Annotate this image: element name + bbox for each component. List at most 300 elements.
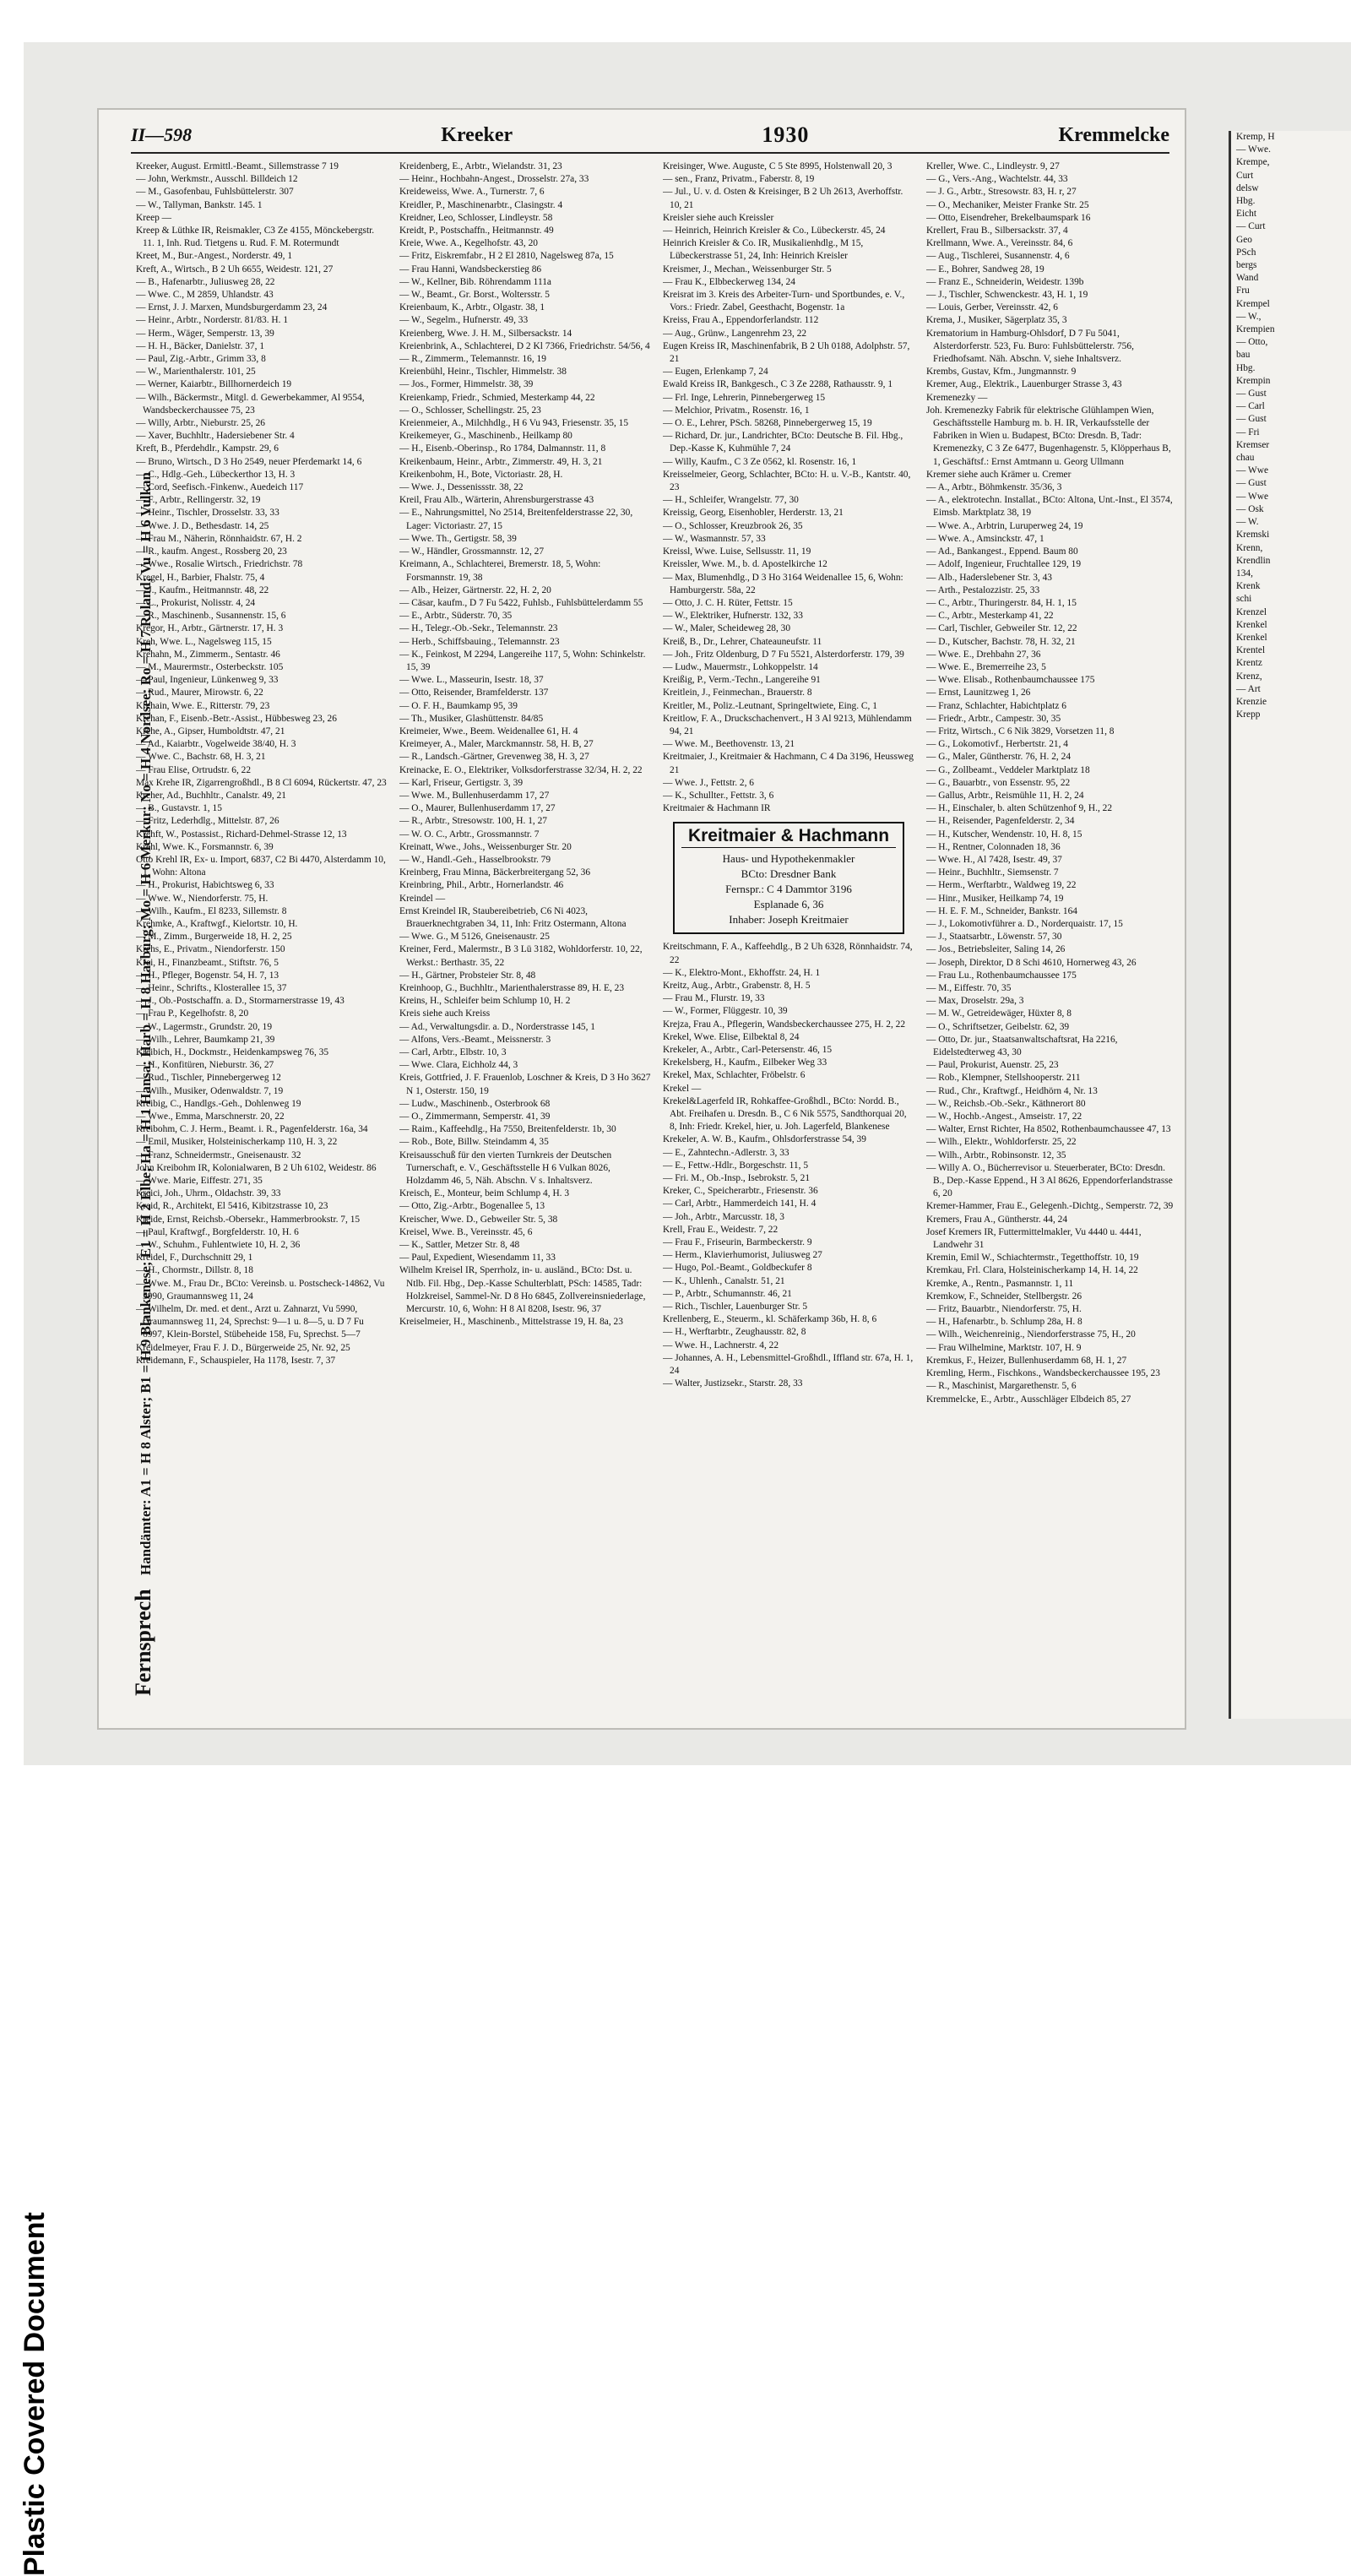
directory-entry: Kreitlow, F. A., Druckschachenvert., H 3 Al 9213, Mühlendamm 94, 21 xyxy=(663,713,912,736)
directory-entry: Krehe, A., Gipser, Humboldtstr. 47, 21 xyxy=(136,726,285,736)
directory-entry: — H. H., Bäcker, Danielstr. 37, 1 xyxy=(136,340,265,351)
page-header xyxy=(131,118,1169,154)
directory-entry: — Xaver, Buchhltr., Hadersiebener Str. 4 xyxy=(136,431,295,442)
directory-entry: — Herm., Werftarbtr., Waldweg 19, 22 xyxy=(926,880,1077,891)
directory-entry: — Frau M., Näherin, Rönnhaidstr. 67, H. 2 xyxy=(136,533,302,544)
directory-entry: — Jos., Former, Himmelstr. 38, 39 xyxy=(399,379,534,390)
directory-entry: — Wilh., Musiker, Odenwaldstr. 7, 19 xyxy=(136,1085,284,1096)
directory-entry: — H., Prokurist, Habichtsweg 6, 33 xyxy=(136,880,274,891)
adjacent-page-fragment xyxy=(1229,131,1351,1719)
directory-entry: — Otto, Eisendreher, Brekelbaumspark 16 xyxy=(926,212,1091,223)
ad-title: Kreitmaier & Hachmann xyxy=(681,829,896,848)
adjacent-page-line: Kremski xyxy=(1236,530,1270,541)
directory-entry: — Paul, Expedient, Wiesendamm 11, 33 xyxy=(399,1253,556,1264)
directory-entry: — Cäsar, kaufm., D 7 Fu 5422, Fuhlsb., Fuhlsbüttelerdamm 55 xyxy=(399,597,643,608)
directory-entry: — Wilh., Bäckermstr., Mitgl. d. Gewerbekammer, Al 9554, Wandsbeckerchaussee 75, 23 xyxy=(136,392,365,416)
directory-entry: — R., Maschinenb., Susannenstr. 15, 6 xyxy=(136,611,286,622)
directory-entry: Krehmke, A., Kraftwgf., Kielortstr. 10, H. xyxy=(136,918,298,929)
directory-entry: — Heinr., Tischler, Drosselstr. 33, 33 xyxy=(136,508,279,519)
directory-entry: Krehft, W., Postassist., Richard-Dehmel-Strasse 12, 13 xyxy=(136,829,347,840)
directory-entry: — W., Elektriker, Hufnerstr. 132, 33 xyxy=(663,611,803,622)
adjacent-page-line: — Gust xyxy=(1236,478,1267,489)
directory-entry: Kreie, Wwe. A., Kegelhofstr. 43, 20 xyxy=(399,238,538,249)
directory-entry: Krekel, Wwe. Elise, Eilbektal 8, 24 xyxy=(663,1031,800,1042)
directory-entry: — Heinr., Hochbahn-Angest., Drosselstr. 27a, 33 xyxy=(399,174,589,185)
directory-entry: Kreibich, H., Dockmstr., Heidenkampsweg 76, 35 xyxy=(136,1047,329,1058)
directory-entry: — Jul., U. v. d. Osten & Kreisinger, B 2 Uh 2613, Averhoffstr. 10, 21 xyxy=(663,187,903,210)
directory-entry: Kremkau, Frl. Clara, Holsteinischerkamp 14, H. 14, 22 xyxy=(926,1265,1138,1276)
directory-entry: — Wwe. A., Amsinckstr. 47, 1 xyxy=(926,533,1044,544)
directory-entry: — Aug., Grünw., Langenrehm 23, 22 xyxy=(663,328,807,339)
directory-entry: — Wwe. H., Al 7428, Isestr. 49, 37 xyxy=(926,854,1062,865)
directory-entry: — L., Prokurist, Nolisstr. 4, 24 xyxy=(136,597,256,608)
directory-entry: — Fritz, Eiskremfabr., H 2 El 2810, Nagelsweg 87a, 15 xyxy=(399,251,614,262)
directory-entry: — Wwe. W., Niendorferstr. 75, H. xyxy=(136,893,269,904)
directory-entry: — M., Gasofenbau, Fuhlsbüttelerstr. 307 xyxy=(136,187,294,198)
adjacent-page-line: — Wwe xyxy=(1236,491,1269,502)
directory-entry: — H., Schleifer, Wrangelstr. 77, 30 xyxy=(663,495,799,506)
directory-entry: Krekel&Lagerfeld IR, Rohkaffee-Großhdl., BCto: Nordd. B., Abt. Freihafen u. Dresdn. B., C 6 Nik 5575, Sandthorquai 20, 8, Inh: Friedr. Krekel, hier, u. Joh. Lagerfeld, Blankenese xyxy=(663,1095,907,1133)
directory-entry: Kreidelmeyer, Frau F. J. D., Bürgerweide 25, Nr. 92, 25 xyxy=(136,1342,350,1353)
directory-entry: — Wwe. Marie, Eiffestr. 271, 35 xyxy=(136,1176,263,1187)
directory-entry: — W., Reichsb.-Ob.-Sekr., Käthnerort 80 xyxy=(926,1098,1086,1109)
directory-entry: — Wilh., Arbtr., Robinsonstr. 12, 35 xyxy=(926,1149,1066,1160)
directory-entry: — Otto, J. C. H. Rüter, Fettstr. 15 xyxy=(663,597,793,608)
directory-entry: Kreis siehe auch Kreiss xyxy=(399,1008,491,1019)
directory-entry: — O., Maurer, Bullenhuserdamm 17, 27 xyxy=(399,803,556,814)
directory-entry: — B., Hafenarbtr., Juliusweg 28, 22 xyxy=(136,276,275,287)
directory-entry: — E., Fettw.-Hdlr., Borgeschstr. 11, 5 xyxy=(663,1160,809,1171)
directory-entry: Kreisausschuß für den vierten Turnkreis der Deutschen Turnerschaft, e. V., Geschäftsstelle H 6 Vulkan 8026, Holzdamm 46, 5, Näh. Abschn. V s. Inhaltsverz. xyxy=(399,1149,612,1187)
directory-entry: — Wilh., Kaufm., El 8233, Sillemstr. 8 xyxy=(136,905,287,916)
directory-entry: Krekel — xyxy=(663,1083,702,1094)
directory-entry: Krematorium in Hamburg-Ohlsdorf, D 7 Fu 5041, Alsterdorferstr. 523, Fu. Buro: Fuhlsbüttelerstr. 756, Friedhofsamt. Näh. Abschn. V, siehe Inhaltsverz. xyxy=(926,328,1134,365)
directory-entry: — J., Kaufm., Heitmannstr. 48, 22 xyxy=(136,584,269,595)
directory-entry: — Ludw., Maschinenb., Osterbrook 68 xyxy=(399,1098,551,1109)
directory-entry: Krehahn, M., Zimmerm., Sentastr. 46 xyxy=(136,649,280,660)
directory-entry: Krellmann, Wwe. A., Vereinsstr. 84, 6 xyxy=(926,238,1073,249)
adjacent-page-line: — Curt xyxy=(1236,221,1266,232)
directory-entry: Kreiner, Ferd., Malermstr., B 3 Lü 3182, Wohldorferstr. 10, 22, Werkst.: Berthastr. 35, 22 xyxy=(399,944,643,968)
directory-entry: Krehl, Wwe. K., Forsmannstr. 6, 39 xyxy=(136,841,274,852)
directory-entry: — Otto, Zig.-Arbtr., Bogenallee 5, 13 xyxy=(399,1201,545,1212)
directory-entry: Krehain, Wwe. E., Ritterstr. 79, 23 xyxy=(136,700,270,711)
directory-entry: — Rud., Chr., Kraftwgf., Heidhörn 4, Nr. 13 xyxy=(926,1085,1098,1096)
directory-entry: Ernst Kreindel IR, Staubereibetrieb, C6 Ni 4023, Brauerknechtgraben 34, 11, Inh: Fritz Ostermann, Altona xyxy=(399,905,627,929)
adjacent-page-line: Wand xyxy=(1236,273,1259,284)
directory-entry: — H., Konfitüren, Nieburstr. 36, 27 xyxy=(136,1060,274,1071)
directory-entry: — Max, Droselstr. 29a, 3 xyxy=(926,996,1024,1007)
directory-entry: — Carl, Tischler, Gebweiler Str. 12, 22 xyxy=(926,623,1077,634)
directory-entry: Kreisinger, Wwe. Auguste, C 5 Ste 8995, Holstenwall 20, 3 xyxy=(663,161,893,171)
directory-entry: — Jos., Betriebsleiter, Saling 14, 26 xyxy=(926,944,1066,955)
directory-column-2 xyxy=(399,160,651,1721)
header-right-name: Kremmelcke xyxy=(1058,123,1169,146)
directory-entry: — W., Tallyman, Bankstr. 145. 1 xyxy=(136,199,263,210)
directory-entry: — D., Kutscher, Bachstr. 78, H. 32, 21 xyxy=(926,636,1076,647)
directory-entry: Kreienkamp, Friedr., Schmied, Mesterkamp 44, 22 xyxy=(399,392,595,403)
directory-entry: — W. O. C., Arbtr., Grossmannstr. 7 xyxy=(399,829,540,840)
ad-line: BCto: Dresdner Bank xyxy=(741,867,837,881)
header-left-name: Kreeker xyxy=(441,123,513,146)
directory-entry: — G., Bauarbtr., von Essenstr. 95, 22 xyxy=(926,777,1071,788)
directory-entry: — Frau F., Friseurin, Barmbeckerstr. 9 xyxy=(663,1237,812,1248)
directory-entry: Kreimeyer, A., Maler, Marckmannstr. 58, H. B, 27 xyxy=(399,739,594,750)
band-text: Handämter: A1 = H 8 Alster; B1 = H 9 Blankenese; E1 = H 2 Elbe; Ha = H 1 Hansa; Harb = H 8 Harburg; Mo = H 6 Merkur; No = H 4 Nordsee; Ro = H 7 Roland; Vu = H 6 Vulkan xyxy=(138,472,154,1576)
directory-entry: — Arth., Pestalozzistr. 25, 33 xyxy=(926,584,1040,595)
directory-entry: — C., Arbtr., Thuringerstr. 84, H. 1, 15 xyxy=(926,597,1077,608)
directory-entry: — C., Arbtr., Mesterkamp 41, 22 xyxy=(926,611,1054,622)
directory-entry: — Bruno, Wirtsch., D 3 Ho 2549, neuer Pferdemarkt 14, 6 xyxy=(136,456,362,467)
directory-entry: — Rob., Klempner, Stellshooperstr. 211 xyxy=(926,1073,1081,1084)
adjacent-page-line: Krepp xyxy=(1236,709,1261,720)
directory-entry: Kreiselmeier, H., Maschinenb., Mittelstrasse 19, H. 8a, 23 xyxy=(399,1317,623,1328)
directory-entry: — W., Hochb.-Angest., Amseistr. 17, 22 xyxy=(926,1111,1082,1122)
adjacent-page-line: — Wwe xyxy=(1236,465,1269,476)
directory-entry: — Paul, Ingenieur, Lünkenweg 9, 33 xyxy=(136,675,279,686)
directory-entry: — Otto, Dr. jur., Staatsanwaltschaftsrat, Ha 2216, Eidelstedterweg 43, 30 xyxy=(926,1034,1118,1058)
adjacent-page-line: Kremser xyxy=(1236,439,1270,450)
adjacent-page-line: — Art xyxy=(1236,683,1261,694)
directory-entry: Kreidenberg, E., Arbtr., Wielandstr. 31, 23 xyxy=(399,161,562,171)
directory-entry: — E., Nahrungsmittel, No 2514, Breitenfelderstrasse 22, 30, Lager: Victoriastr. 27, 15 xyxy=(399,508,633,531)
directory-entry: — Paul, Prokurist, Auenstr. 25, 23 xyxy=(926,1060,1059,1071)
directory-entry: — K., Uhlenh., Canalstr. 51, 21 xyxy=(663,1275,785,1286)
directory-entry: — Fri. M., Ob.-Insp., Isebrokstr. 5, 21 xyxy=(663,1173,811,1184)
directory-entry: — R., Landsch.-Gärtner, Grevenweg 38, H. 3, 27 xyxy=(399,752,589,763)
directory-entry: Kreh, Wwe. L., Nagelsweg 115, 15 xyxy=(136,636,272,647)
directory-entry: — Walter, Justizsekr., Starstr. 28, 33 xyxy=(663,1378,803,1389)
directory-entry: Kreet, M., Bur.-Angest., Norderstr. 49, 1 xyxy=(136,251,293,262)
directory-entry: Kreikenbohm, H., Bote, Victoriastr. 28, H. xyxy=(399,469,563,480)
directory-entry: — Fritz, Lederhdlg., Mittelstr. 87, 26 xyxy=(136,816,279,827)
adjacent-page-line: Krenzel xyxy=(1236,606,1267,617)
directory-entry: Kreisrat im 3. Kreis des Arbeiter-Turn- und Sportbundes, e. V., Vors.: Friedr. Zabel, Geesthacht, Bogenstr. 1a xyxy=(663,290,905,313)
directory-entry: — H., Rentner, Colonnaden 18, 36 xyxy=(926,841,1061,852)
directory-entry: Kreidt, P., Postschaffn., Heitmannstr. 49 xyxy=(399,226,554,236)
directory-entry: Kremkus, F., Heizer, Bullenhuserdamm 68, H. 1, 27 xyxy=(926,1355,1127,1366)
directory-entry: Kreibig, C., Handlgs.-Geh., Dohlenweg 19 xyxy=(136,1098,301,1109)
directory-entry: — Frau M., Flurstr. 19, 33 xyxy=(663,993,765,1004)
directory-entry: Kreis, Gottfried, J. F. Frauenlob, Loschner & Kreis, D 3 Ho 3627 N 1, Osterstr. 150, 19 xyxy=(399,1073,651,1096)
directory-entry: — W., Händler, Grossmannstr. 12, 27 xyxy=(399,546,545,557)
directory-entry: Kreitler, M., Poliz.-Leutnant, Springeltwiete, Eing. C, 1 xyxy=(663,700,877,711)
adjacent-page-line: Krenkel xyxy=(1236,632,1267,643)
directory-entry: — Friedr., Arbtr., Campestr. 30, 35 xyxy=(926,713,1061,724)
directory-entry: — Wwe. M., Bullenhuserdamm 17, 27 xyxy=(399,790,550,801)
adjacent-page-line: PSch xyxy=(1236,247,1256,258)
adjacent-page-line: Krenzie xyxy=(1236,696,1267,707)
directory-entry: — R., Zimmerm., Telemannstr. 16, 19 xyxy=(399,354,546,365)
directory-entry: — Aug., Tischlerei, Susannenstr. 4, 6 xyxy=(926,251,1070,262)
directory-entry: — O. E., Lehrer, PSch. 58268, Pinnebergerweg 15, 19 xyxy=(663,418,872,429)
directory-entry: — K., Sattler, Metzer Str. 8, 48 xyxy=(399,1240,520,1251)
directory-entry: Kreft, A., Wirtsch., B 2 Uh 6655, Weidestr. 121, 27 xyxy=(136,264,334,274)
directory-entry: Kreismer, J., Mechan., Weissenburger Str. 5 xyxy=(663,264,832,274)
adjacent-page-line: Krempel xyxy=(1236,298,1270,309)
directory-entry: — Wwe. E., Drehbahn 27, 36 xyxy=(926,649,1041,660)
adjacent-page-line: Fru xyxy=(1236,285,1250,296)
adjacent-page-line: Krendlin xyxy=(1236,555,1271,566)
directory-entry: Kreimeier, Wwe., Beem. Weidenallee 61, H. 4 xyxy=(399,726,578,736)
directory-entry: Kreisch, E., Monteur, beim Schlump 4, H. 3 xyxy=(399,1188,570,1199)
directory-entry: — W., Kellner, Bib. Röhrendamm 111a xyxy=(399,276,551,287)
directory-entry: — Paul, Kraftwgf., Borgfelderstr. 10, H. 6 xyxy=(136,1226,299,1237)
directory-entry: — R., kaufm. Angest., Rossberg 20, 23 xyxy=(136,546,287,557)
directory-entry: — Walter, Ernst Richter, Ha 8502, Rothenbaumchaussee 47, 13 xyxy=(926,1124,1171,1135)
directory-entry: — Emil, Musiker, Holsteinischerkamp 110, H. 3, 22 xyxy=(136,1137,338,1148)
directory-entry: — E., Zahntechn.-Adlerstr. 3, 33 xyxy=(663,1147,789,1158)
directory-entry: — Wwe. L., Masseurin, Isestr. 18, 37 xyxy=(399,675,544,686)
directory-entry: Kreisel, Wwe. B., Vereinsstr. 45, 6 xyxy=(399,1226,533,1237)
directory-entry: Kreiss, Frau A., Eppendorferlandstr. 112 xyxy=(663,315,819,326)
directory-entry: Kreitmaier, J., Kreitmaier & Hachmann, C 4 Da 3196, Heussweg 21 xyxy=(663,752,914,775)
directory-entry: — H., Kutscher, Wendenstr. 10, H. 8, 15 xyxy=(926,829,1082,840)
directory-entry: — J., Ob.-Postschaffn. a. D., Stormarnerstrasse 19, 43 xyxy=(136,996,345,1007)
directory-entry: — J., Lokomotivführer a. D., Norderquaistr. 17, 15 xyxy=(926,918,1123,929)
directory-entry: Krembs, Gustav, Kfm., Jungmannstr. 9 xyxy=(926,367,1077,378)
directory-entry: — Willy, Kaufm., C 3 Ze 0562, kl. Rosenstr. 16, 1 xyxy=(663,456,857,467)
directory-entry: — W., Beamt., Gr. Borst., Woltersstr. 5 xyxy=(399,290,550,301)
directory-entry: Kreitmaier & Hachmann IR xyxy=(663,803,771,814)
directory-entry: — H., Reisender, Pagenfelderstr. 2, 34 xyxy=(926,816,1075,827)
directory-column-3 xyxy=(663,160,914,1721)
directory-entry: Kreft, B., Pferdehdlr., Kampstr. 29, 6 xyxy=(136,443,279,454)
directory-entry: — F., Arbtr., Rellingerstr. 32, 19 xyxy=(136,495,261,506)
directory-entry: Krellenberg, E., Steuerm., kl. Schäferkamp 36b, H. 8, 6 xyxy=(663,1314,877,1325)
directory-entry: Kremin, Emil W., Schiachtermstr., Tegetthoffstr. 10, 19 xyxy=(926,1253,1139,1264)
directory-entry: — J. G., Arbtr., Stresowstr. 83, H. r, 27 xyxy=(926,187,1077,198)
directory-entry: — J., Staatsarbtr., Löwenstr. 57, 30 xyxy=(926,932,1062,943)
directory-entry: — K., Elektro-Mont., Ekhoffstr. 24, H. 1 xyxy=(663,967,821,978)
directory-entry: Kreinatt, Wwe., Johs., Weissenburger Str. 20 xyxy=(399,841,572,852)
directory-entry: — W., Maler, Scheideweg 28, 30 xyxy=(663,623,791,634)
directory-entry: Kreher, Ad., Buchhltr., Canalstr. 49, 21 xyxy=(136,790,286,801)
band-lead: Fernsprech xyxy=(131,1589,155,1696)
directory-entry: Kremmelcke, E., Arbtr., Ausschläger Elbdeich 85, 27 xyxy=(926,1394,1131,1405)
directory-entry: — Ad., Verwaltungsdir. a. D., Norderstrasse 145, 1 xyxy=(399,1021,595,1032)
directory-entry: Kreinberg, Frau Minna, Bäckerbreitergang 52, 36 xyxy=(399,867,591,878)
directory-entry: Kreischer, Wwe. D., Gebweiler Str. 5, 38 xyxy=(399,1214,558,1225)
directory-entry: — Alfons, Vers.-Beamt., Meissnerstr. 3 xyxy=(399,1034,551,1045)
directory-entry: Krehan, F., Eisenb.-Betr.-Assist., Hübbesweg 23, 26 xyxy=(136,713,337,724)
directory-entry: Kreller, Wwe. C., Lindleystr. 9, 27 xyxy=(926,161,1060,171)
adjacent-page-line: schi xyxy=(1236,594,1252,605)
directory-entry: Krekelsberg, H., Kaufm., Eilbeker Weg 33 xyxy=(663,1057,827,1068)
adjacent-page-line: Krempe, xyxy=(1236,157,1270,168)
adjacent-page-line: Krenk xyxy=(1236,581,1261,592)
directory-entry: — Rob., Bote, Billw. Steindamm 4, 35 xyxy=(399,1137,549,1148)
directory-entry: — Adolf, Ingenieur, Fruchtallee 129, 19 xyxy=(926,559,1082,570)
directory-entry: John Kreibohm IR, Kolonialwaren, B 2 Uh 6102, Weidestr. 86 xyxy=(136,1162,377,1173)
directory-entry: — Ernst, Launitzweg 1, 26 xyxy=(926,687,1031,698)
directory-entry: Kreienbrink, A., Schlachterei, D 2 Kl 7366, Friedrichstr. 54/56, 4 xyxy=(399,340,650,351)
directory-entry: — G., Zollbeamt., Veddeler Marktplatz 18 xyxy=(926,764,1090,775)
directory-entry: — Carl, Arbtr., Elbstr. 10, 3 xyxy=(399,1047,507,1058)
directory-entry: — Hugo, Pol.-Beamt., Goldbeckufer 8 xyxy=(663,1263,812,1274)
adjacent-page-line: — W., xyxy=(1236,311,1261,322)
directory-entry: — Willy, Arbtr., Nieburstr. 25, 26 xyxy=(136,418,265,429)
directory-entry: — Heinr., Schrifts., Klosterallee 15, 37 xyxy=(136,983,287,993)
directory-entry: — Louis, Gerber, Vereinsstr. 42, 6 xyxy=(926,302,1058,313)
directory-entry: Krekeler, A. W. B., Kaufm., Ohlsdorferstrasse 54, 39 xyxy=(663,1134,866,1145)
directory-entry: Kreienberg, Wwe. J. H. M., Silbersackstr. 14 xyxy=(399,328,572,339)
directory-entry: Max Krehe IR, Zigarrengroßhdl., B 8 Cl 6094, Rückertstr. 47, 23 xyxy=(136,777,387,788)
directory-entry: — Wwe. Th., Gertigstr. 58, 39 xyxy=(399,533,517,544)
directory-entry: Kreinacke, E. O., Elektriker, Volksdorferstrasse 32/34, H. 2, 22 xyxy=(399,764,643,775)
directory-entry: Krema, J., Musiker, Sägerplatz 35, 3 xyxy=(926,315,1067,326)
directory-entry: Ewald Kreiss IR, Bankgesch., C 3 Ze 2288, Rathausstr. 9, 1 xyxy=(663,379,893,390)
directory-entry: Heinrich Kreisler & Co. IR, Musikalienhdlg., M 15, Lübeckerstrasse 51, 24, Inh: Heinrich Kreisler xyxy=(663,238,864,262)
directory-entry: Kreitschmann, F. A., Kaffeehdlg., B 2 Uh 6328, Rönnhaidstr. 74, 22 xyxy=(663,942,913,965)
directory-entry: Kremkow, F., Schneider, Stellbergstr. 26 xyxy=(926,1291,1082,1302)
directory-entry: — G., Maler, Güntherstr. 76, H. 2, 24 xyxy=(926,752,1072,763)
directory-entry: — O., Schlosser, Kreuzbrook 26, 35 xyxy=(663,520,803,531)
directory-entry: — Wwe. A., Arbtrin, Luruperweg 24, 19 xyxy=(926,520,1083,531)
directory-entry: — H., Werftarbtr., Zeughausstr. 82, 8 xyxy=(663,1327,806,1338)
directory-entry: — sen., Franz, Privatm., Faberstr. 8, 19 xyxy=(663,174,815,185)
directory-entry: Kregor, H., Arbtr., Gärtnerstr. 17, H. 3 xyxy=(136,623,284,634)
adjacent-page-line: Krempien xyxy=(1236,324,1275,335)
directory-entry: — O., Schriftsetzer, Geibelstr. 62, 39 xyxy=(926,1021,1070,1032)
directory-entry: Kreindel — xyxy=(399,893,446,904)
directory-entry: — Raim., Kaffeehdlg., Ha 7550, Breitenfelderstr. 1b, 30 xyxy=(399,1124,616,1135)
directory-entry: — Herm., Klavierhumorist, Juliusweg 27 xyxy=(663,1250,822,1261)
directory-entry: — O., Zimmermann, Semperstr. 41, 39 xyxy=(399,1111,551,1122)
directory-entry: — O., Mechaniker, Meister Franke Str. 25 xyxy=(926,199,1089,210)
directory-entry: Kreins, H., Schleifer beim Schlump 10, H. 2 xyxy=(399,996,571,1007)
directory-entry: Kreikenbaum, Heinr., Arbtr., Zimmerstr. 49, H. 3, 21 xyxy=(399,456,603,467)
adjacent-page-line: — Gust xyxy=(1236,414,1267,425)
directory-entry: Joh. Kremenezky Fabrik für elektrische Glühlampen Wien, Geschäftsstelle Hamburg m. b. H. IR, Verkaufsstelle der Fabriken in Wien u. Budapest, BCto: Dresdn. B, Tadr: Kremenezky, C 3 Ze 6477, Bugenhagenstr. 5, Klöpperhaus B, 1, Geschäftsf.: Ernst Amtmann u. Georg Ullmann xyxy=(926,405,1171,467)
directory-entry: — Heinr., Arbtr., Norderstr. 81/83. H. 1 xyxy=(136,315,289,326)
directory-entry: Kreissler, Wwe. M., b. d. Apostelkirche 12 xyxy=(663,559,827,570)
directory-entry: — Heinr., Buchhltr., Siemsenstr. 7 xyxy=(926,867,1059,878)
directory-entry: Kreikemeyer, G., Maschinenb., Heilkamp 80 xyxy=(399,431,572,442)
directory-entry: — Franz E., Schneiderin, Weidestr. 139b xyxy=(926,276,1084,287)
directory-entry: — Ernst, J. J. Marxen, Mundsburgerdamm 23, 24 xyxy=(136,302,328,313)
directory-entry: — M. W., Getreidewäger, Hüxter 8, 8 xyxy=(926,1008,1072,1019)
directory-entry: — Karl, Friseur, Gertigstr. 3, 39 xyxy=(399,777,524,788)
header-year: 1930 xyxy=(762,122,810,147)
directory-entry: — G., Lokomotivf., Herbertstr. 21, 4 xyxy=(926,739,1068,750)
directory-entry: Kreil, Frau Alb., Wärterin, Ahrensburgerstrasse 43 xyxy=(399,495,594,506)
directory-entry: — Joh., Arbtr., Marcusstr. 18, 3 xyxy=(663,1211,784,1222)
directory-entry: Kreißig, P., Verm.-Techn., Langereihe 91 xyxy=(663,675,821,686)
adjacent-page-line: — Otto, xyxy=(1236,337,1268,348)
adjacent-page-line: Curt xyxy=(1236,170,1254,181)
directory-entry: — Wwe. Elisab., Rothenbaumchaussee 175 xyxy=(926,675,1095,686)
directory-entry: — C., Hdlg.-Geh., Lübeckerthor 13, H. 3 xyxy=(136,469,296,480)
directory-entry: Kreiß, B., Dr., Lehrer, Chateauneufstr. 11 xyxy=(663,636,822,647)
directory-entry: — John, Werkmstr., Ausschl. Billdeich 12 xyxy=(136,174,298,185)
ad-line: Fernspr.: C 4 Dammtor 3196 xyxy=(725,883,852,896)
directory-entry: — Wilh., Elektr., Wohldorferstr. 25, 22 xyxy=(926,1137,1077,1148)
directory-entry: — W., Former, Flüggestr. 10, 39 xyxy=(663,1006,788,1017)
directory-entry: Kremer siehe auch Krämer u. Cremer xyxy=(926,469,1072,480)
directory-entry: Kreker, C., Speicherarbtr., Friesenstr. 36 xyxy=(663,1186,818,1197)
directory-entry: — Willy A. O., Bücherrevisor u. Steuerberater, BCto: Dresdn. B., Dep.-Kasse Eppend., H 3 Al 8626, Eppendorferlandstrasse 6, 20 xyxy=(926,1162,1173,1199)
directory-entry: — Joseph, Direktor, D 8 Schi 4610, Hornerweg 43, 26 xyxy=(926,957,1137,968)
directory-entry: Kremke, A., Rentn., Pasmannstr. 1, 11 xyxy=(926,1278,1074,1289)
directory-entry: — Frau Elise, Ortrudstr. 6, 22 xyxy=(136,764,252,775)
directory-page xyxy=(97,108,1186,1730)
directory-entry: Kreep & Lüthke IR, Reismakler, C3 Ze 4155, Mönckebergstr. 11. 1, Inh. Rud. Tietgens u. Rud. F. M. Rotermundt xyxy=(136,226,375,249)
directory-entry: — A., elektrotechn. Installat., BCto: Altona, Unt.-Inst., El 3574, Eimsb. Marktplatz 38, 19 xyxy=(926,495,1173,519)
directory-entry: — Wilhelm, Dr. med. et dent., Arzt u. Zahnarzt, Vu 5990, Graumannsweg 11, 24, Sprechst: 9—1 u. 8—5, u. D 7 Fu 6997, Klein-Borstel, Stübeheide 158, Fu, Sprechst. 5—7 xyxy=(136,1304,364,1340)
directory-entry: — Frau K., Elbbeckerweg 134, 24 xyxy=(663,276,795,287)
adjacent-page-line: Kremp, H xyxy=(1236,132,1275,142)
directory-entry: Krell, Frau E., Weidestr. 7, 22 xyxy=(663,1224,779,1235)
directory-entry: — W., Wasmannstr. 57, 33 xyxy=(663,533,766,544)
directory-entry: — Werner, Kaiarbtr., Billhornerdeich 19 xyxy=(136,379,292,390)
directory-entry: — Eugen, Erlenkamp 7, 24 xyxy=(663,367,768,378)
directory-entry: — Wwe., Rosalie Wirtsch., Friedrichstr. 78 xyxy=(136,559,303,570)
directory-entry: — Wwe. J. D., Bethesdastr. 14, 25 xyxy=(136,520,269,531)
adjacent-page-line: — Osk xyxy=(1236,503,1264,514)
directory-entry: Krei, H., Finanzbeamt., Stiftstr. 76, 5 xyxy=(136,957,279,968)
directory-entry: — Wilh., Lehrer, Baumkamp 21, 39 xyxy=(136,1034,275,1045)
directory-entry: — O., Schlosser, Schellingstr. 25, 23 xyxy=(399,405,541,416)
directory-entry: Krellert, Frau B., Silbersackstr. 37, 4 xyxy=(926,226,1068,236)
directory-entry: Kreissig, Georg, Eisenhobler, Herderstr. 13, 21 xyxy=(663,508,844,519)
directory-entry: — Max, Blumenhdlg., D 3 Ho 3164 Weidenallee 15, 6, Wohn: Hamburgerstr. 58a, 22 xyxy=(663,572,903,595)
advertisement-box xyxy=(673,822,904,934)
directory-entry: Kreeker, August. Ermittl.-Beamt., Sillemstrasse 7 19 xyxy=(136,161,339,171)
directory-entry: — B., Gustavstr. 1, 15 xyxy=(136,803,222,814)
directory-entry: — Wwe. Clara, Eichholz 44, 3 xyxy=(399,1060,518,1071)
directory-entry: Kregel, H., Barbier, Fhalstr. 75, 4 xyxy=(136,572,265,583)
directory-entry: — O. F. H., Baumkamp 95, 39 xyxy=(399,700,518,711)
directory-entry: Kreideweiss, Wwe. A., Turnerstr. 7, 6 xyxy=(399,187,545,198)
directory-entry: — K., Schullter., Fettstr. 3, 6 xyxy=(663,790,774,801)
adjacent-page-line: — Wwe. xyxy=(1236,144,1271,155)
ad-line: Inhaber: Joseph Kreitmaier xyxy=(729,913,849,927)
adjacent-page-line: Krentz xyxy=(1236,658,1262,669)
directory-entry: — Alb., Haderslebener Str. 3, 43 xyxy=(926,572,1053,583)
directory-entry: — H., Pfleger, Bogenstr. 54, H. 7, 13 xyxy=(136,970,279,981)
directory-entry: Kreidel, F., Durchschnitt 29, 1 xyxy=(136,1253,253,1264)
directory-entry: Kreitz, Aug., Arbtr., Grabenstr. 8, H. 5 xyxy=(663,980,811,991)
directory-entry: — Wwe. J., Fettstr. 2, 6 xyxy=(663,777,754,788)
adjacent-page-line: — W. xyxy=(1236,517,1259,528)
directory-entry: — P., Arbtr., Schumannstr. 46, 21 xyxy=(663,1288,792,1299)
directory-columns xyxy=(136,160,1178,1721)
adjacent-page-line: Hbg. xyxy=(1236,362,1256,373)
directory-entry: — Rich., Tischler, Lauenburger Str. 5 xyxy=(663,1302,808,1312)
directory-entry: — Herb., Schiffsbauing., Telemannstr. 23 xyxy=(399,636,560,647)
directory-entry: Kremers, Frau A., Güntherstr. 44, 24 xyxy=(926,1214,1068,1225)
directory-entry: — H., Gärtner, Probsteier Str. 8, 48 xyxy=(399,970,536,981)
directory-entry: — Alb., Heizer, Gärtnerstr. 22, H. 2, 20 xyxy=(399,584,551,595)
adjacent-page-line: Eicht xyxy=(1236,209,1257,220)
adjacent-page-line: — Fri xyxy=(1236,427,1260,437)
directory-entry: — Ad., Bankangest., Eppend. Baum 80 xyxy=(926,546,1078,557)
directory-entry: — Carl, Arbtr., Hammerdeich 141, H. 4 xyxy=(663,1198,817,1209)
directory-entry: — Wwe. C., Bachstr. 68, H. 3, 21 xyxy=(136,752,266,763)
directory-entry: — Wwe., Emma, Marschnerstr. 20, 22 xyxy=(136,1111,285,1122)
directory-entry: Krejza, Frau A., Pflegerin, Wandsbeckerchaussee 275, H. 2, 22 xyxy=(663,1019,906,1030)
directory-entry: — Wwe. E., Bremerreihe 23, 5 xyxy=(926,661,1046,672)
directory-entry: Kreid, R., Architekt, El 5416, Kibitzstrasse 10, 23 xyxy=(136,1201,328,1212)
directory-entry: — Richard, Dr. jur., Landrichter, BCto: Deutsche B. Fil. Hbg., Dep.-Kasse K, Kuhmühle 7, 24 xyxy=(663,431,903,454)
directory-entry: — H., Einschaler, b. alten Schützenhof 9, H., 22 xyxy=(926,803,1113,814)
directory-column-1 xyxy=(136,160,388,1721)
directory-entry: — Wwe. M., Beethovenstr. 13, 21 xyxy=(663,739,795,750)
directory-entry: — A., Arbtr., Böhmkenstr. 35/36, 3 xyxy=(926,482,1062,493)
directory-entry: — W., Handl.-Geh., Hasselbrookstr. 79 xyxy=(399,854,551,865)
directory-entry: — Wwe. J., Dessenissstr. 38, 22 xyxy=(399,482,524,493)
